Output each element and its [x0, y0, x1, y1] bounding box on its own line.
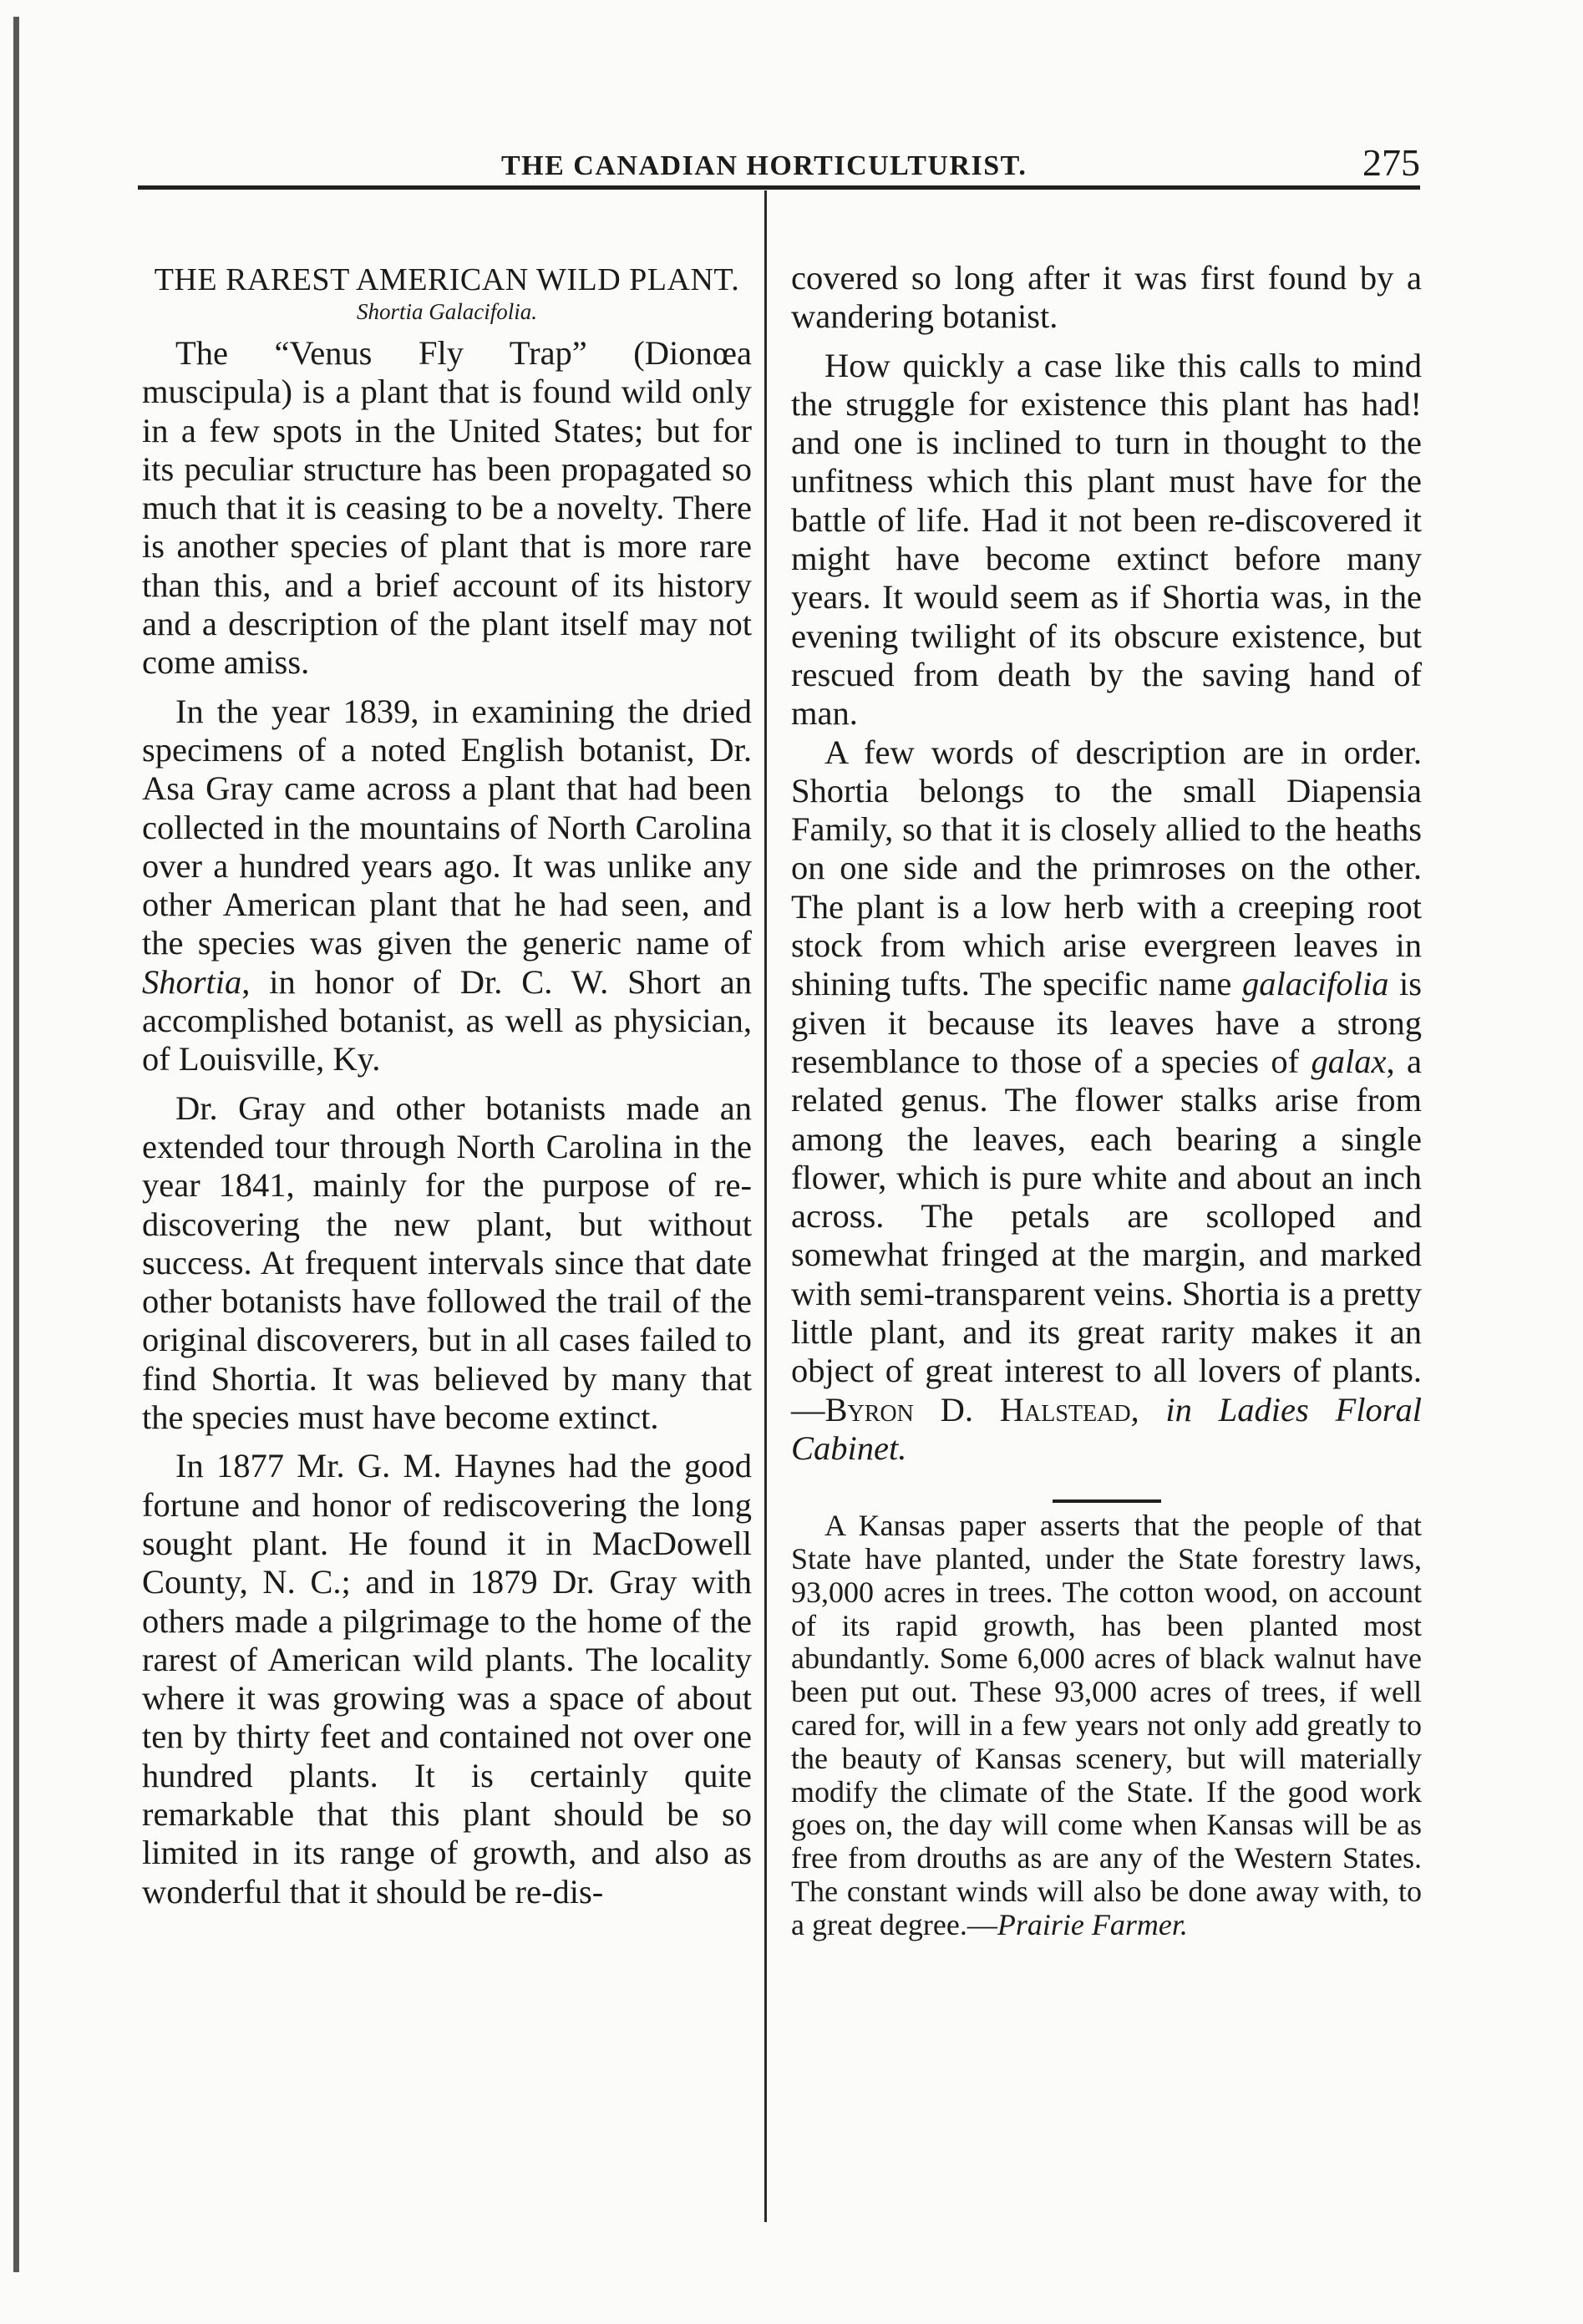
paragraph-4: In 1877 Mr. G. M. Haynes had the good fortune and honor of rediscovering the long sought plant. He found it in MacDowell County, N. C.; and in 1879 Dr. Gray with others made a pilgrimage to the home of the rarest of American wild plants. The locality where it was growing was a space of about ten by thirty feet and contained not over one hundred plants. It is certainly quite remarkable that this plant should be so limited in its range of growth, and also as wonderful that it should be re-dis- [142, 1447, 752, 1910]
paragraph-5: How quickly a case like this calls to mind the struggle for existence this plant has had! and one is inclined to turn in thought to the unfitness which this plant must have for the battle of life. Had it not been re-discovered it might have become extinct before many years. It would seem as if Shortia was, in the evening twilight of its obscure existence, but rescued from death by the saving hand of man. [791, 346, 1422, 733]
right-column [791, 259, 1422, 1942]
section-separator [1053, 1499, 1161, 1503]
paragraph-6 [791, 733, 1422, 1469]
article-subtitle: Shortia Galacifolia. [357, 299, 537, 324]
paragraph-3: Dr. Gray and other botanists made an extended tour through North Carolina in the year 1841, mainly for the purpose of re-discovering the new plant, but without success. At frequent intervals since that date other botanists have followed the trail of the original discoverers, but in all cases failed to find Shortia. It was believed by many that the species must have become extinct. [142, 1088, 752, 1437]
kansas-note-text: A Kansas paper asserts that the people of that State have planted, under the State forestry laws, 93,000 acres in trees. The cotton wood, on account of its rapid growth, has been planted most abundantly. Some 6,000 acres of black walnut have been put out. These 93,000 acres of trees, if well cared for, will in a few years not only add greatly to the beauty of Kansas scenery, but will materially modify the climate of the State. If the good work goes on, the day will come when Kansas will be as free from drouths as are any of the Western States. The constant winds will also be done away with, to a great degree.— [791, 1509, 1422, 1941]
author-byline: Byron D. Halstead [824, 1390, 1131, 1428]
header-rule [138, 185, 1420, 190]
galax-name: galax [1311, 1042, 1387, 1080]
paragraph-6-text-b: is given it because its leaves have a strong resemblance to those of a species of [791, 965, 1423, 1080]
paragraph-4-continued: covered so long after it was first found by a wandering botanist. [791, 259, 1422, 336]
column-divider [764, 190, 767, 2222]
paragraph-1: The “Venus Fly Trap” (Dionœa muscipula) is a plant that is found wild only in a few spots in the United States; but for its peculiar structure has been propagated so much that it is ceasing to be a novelty. There is another species of plant that is more rare than this, and a brief account of its history and a description of the plant itself may not come amiss. [142, 334, 752, 682]
paragraph-6-text-a: A few words of description are in order. Shortia belongs to the small Diapensia Family, so that it is closely allied to the heaths on one side and the primroses on the other. The plant is a low herb with a creeping root stock from which arise evergreen leaves in shining tufts. The specific name [791, 733, 1422, 1003]
left-column [142, 259, 752, 1911]
page-edge-line [13, 17, 19, 2272]
paragraph-2-text-a: In the year 1839, in examining the dried specimens of a noted English botanist, Dr. Asa Gray came across a plant that had been collected in the mountains of North Carolina over a hundred years ago. It was unlike any other American plant that he had seen, and the species was given the generic name of [142, 692, 752, 962]
kansas-note-paragraph [791, 1510, 1422, 1941]
running-title: THE CANADIAN HORTICULTURIST. [501, 150, 1027, 181]
paragraph-2 [142, 693, 752, 1079]
paragraph-6-text-c: , a related genus. The flower stalks arise from among the leaves, each bearing a single flower, which is pure white and about an inch across. The petals are scolloped and somewhat fringed at the margin, and marked with semi-transparent veins. Shortia is a pretty little plant, and its great rarity makes it an object of great interest to all lovers of plants.— [791, 1042, 1422, 1428]
species-name: galacifolia [1241, 965, 1389, 1003]
kansas-note [791, 1510, 1422, 1941]
running-header [138, 125, 1420, 184]
genus-name: Shortia [142, 962, 242, 1001]
paragraph-2-text-b: , in honor of Dr. C. W. Short an accomplished botanist, as well as physician, of Louisville, Ky. [142, 962, 752, 1078]
page-number: 275 [1362, 141, 1420, 184]
article-title: THE RAREST AMERICAN WILD PLANT. [154, 262, 740, 297]
source-citation: , in Ladies Floral Cabinet. [791, 1390, 1422, 1467]
kansas-note-source: Prairie Farmer. [997, 1907, 1188, 1941]
